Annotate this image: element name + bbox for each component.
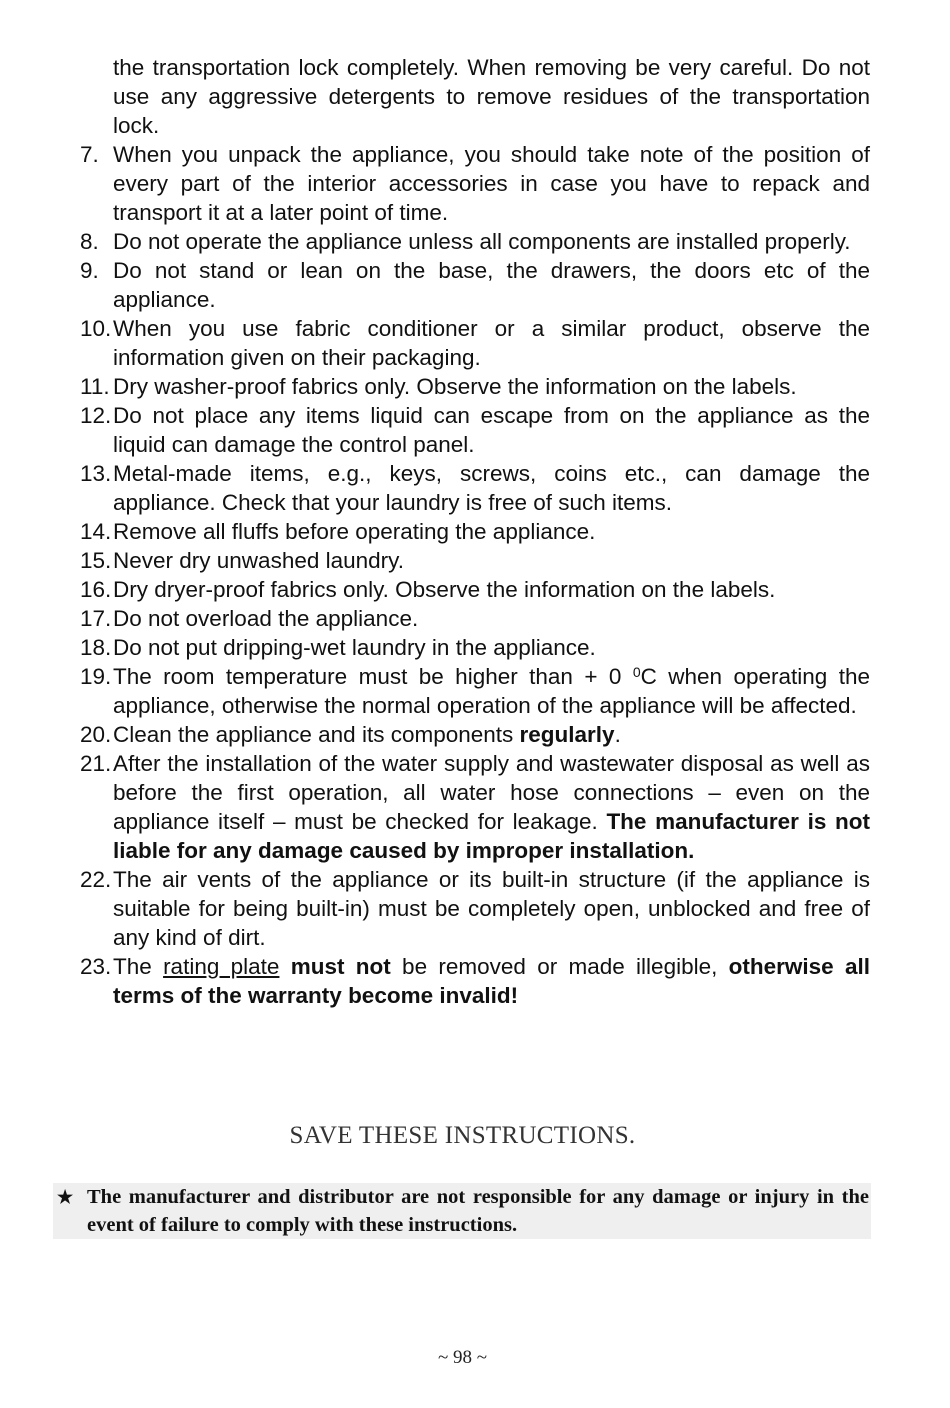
item-number: 11.	[80, 374, 110, 399]
item-text	[113, 403, 870, 457]
item-number: 14.	[80, 519, 112, 544]
item-text	[113, 461, 870, 515]
item-text	[113, 577, 775, 602]
list-item	[80, 749, 870, 865]
underlined-text: rating plate	[163, 954, 280, 979]
text-run: be removed or made illegible,	[390, 954, 729, 979]
superscript-text: 0	[632, 664, 641, 680]
list-item	[80, 459, 870, 517]
text-run: Metal-made items, e.g., keys, screws, coins etc., can damage the appliance. Check that your laundry is free of such items.	[113, 461, 870, 515]
item-text	[113, 722, 621, 747]
item-text	[113, 374, 797, 399]
text-run: The air vents of the appliance or its built-in structure (if the appliance is suitable for being built-in) must be completely open, unblocked and free of any kind of dirt.	[113, 867, 870, 950]
item-number: 8.	[80, 229, 99, 254]
list-item	[80, 720, 870, 749]
list-item	[80, 140, 870, 227]
item-text	[113, 751, 870, 863]
item-number: 23.	[80, 954, 112, 979]
bold-text: regularly	[519, 722, 615, 747]
item-text	[113, 635, 596, 660]
list-item	[80, 256, 870, 314]
item-text	[113, 606, 418, 631]
item-number: 12.	[80, 403, 112, 428]
item-text	[113, 316, 870, 370]
list-item	[80, 952, 870, 1010]
item-text	[113, 519, 595, 544]
bold-text: must not	[290, 954, 391, 979]
item-number: 16.	[80, 577, 112, 602]
text-run: Do not operate the appliance unless all components are installed properly.	[113, 229, 851, 254]
item-number: 15.	[80, 548, 112, 573]
text-run: The room temperature must be higher than + 0	[113, 664, 633, 689]
item-number: 10.	[80, 316, 112, 341]
list-item	[80, 372, 870, 401]
text-run: When you unpack the appliance, you should take note of the position of every part of the interior accessories in case you have to repack and transport it at a later point of time.	[113, 142, 870, 225]
text-run: Do not put dripping-wet laundry in the appliance.	[113, 635, 596, 660]
item-text	[113, 867, 870, 950]
text-run: Remove all fluffs before operating the appliance.	[113, 519, 596, 544]
list-item	[80, 633, 870, 662]
list-item	[80, 865, 870, 952]
text-run: The	[113, 954, 164, 979]
text-run: Never dry unwashed laundry.	[113, 548, 404, 573]
liability-note	[53, 1183, 871, 1239]
item-number: 17.	[80, 606, 112, 631]
list-item	[80, 546, 870, 575]
item-text	[113, 548, 404, 573]
item-text	[113, 229, 851, 254]
text-run: Clean the appliance and its components	[113, 722, 520, 747]
text-run: .	[614, 722, 621, 747]
item-number: 19.	[80, 664, 112, 689]
text-run: After the installation of the water supply and wastewater disposal as well as before the first operation, all water hose connections – even on the appliance itself – must be checked for leakage.	[113, 751, 870, 834]
text-run: C when operating the appliance, otherwise the normal operation of the appliance will be affected.	[113, 664, 870, 718]
liability-note-text: The manufacturer and distributor are not responsible for any damage or injury in the event of failure to comply with these instructions.	[87, 1186, 869, 1236]
item-text	[113, 954, 870, 1008]
item-number: 13.	[80, 461, 112, 486]
item-number: 21.	[80, 751, 112, 776]
item-text	[113, 664, 870, 718]
item-number: 9.	[80, 258, 99, 283]
text-run: Dry washer-proof fabrics only. Observe the information on the labels.	[113, 374, 797, 399]
instructions-list	[80, 53, 870, 1010]
text-run: When you use fabric conditioner or a similar product, observe the information given on their packaging.	[113, 316, 870, 370]
star-icon: ★	[57, 1187, 74, 1207]
item-number: 20.	[80, 722, 112, 747]
text-run: Do not overload the appliance.	[113, 606, 419, 631]
text-run: Dry dryer-proof fabrics only. Observe the information on the labels.	[113, 577, 776, 602]
list-item	[80, 227, 870, 256]
item-number: 22.	[80, 867, 112, 892]
continued-paragraph: the transportation lock completely. When removing be very careful. Do not use any aggressive detergents to remove residues of the transportation lock.	[113, 55, 870, 138]
numbered-items	[80, 140, 870, 1010]
bold-text: otherwise all terms of the warranty become invalid!	[113, 954, 870, 1008]
list-item	[80, 314, 870, 372]
text-run: Do not place any items liquid can escape from on the appliance as the liquid can damage the control panel.	[113, 403, 870, 457]
list-item	[80, 517, 870, 546]
bold-text: The manufacturer is not liable for any damage caused by improper installation.	[113, 809, 871, 863]
list-item	[80, 575, 870, 604]
list-item	[80, 662, 870, 720]
save-instructions-heading: SAVE THESE INSTRUCTIONS.	[289, 1122, 636, 1149]
item-number: 7.	[80, 142, 99, 167]
item-number: 18.	[80, 635, 112, 660]
text-run	[279, 954, 290, 979]
list-item	[80, 604, 870, 633]
page-number: ~ 98 ~	[437, 1347, 488, 1368]
item-text	[113, 258, 870, 312]
text-run: Do not stand or lean on the base, the drawers, the doors etc of the appliance.	[113, 258, 870, 312]
item-text	[113, 142, 870, 225]
list-item	[80, 401, 870, 459]
